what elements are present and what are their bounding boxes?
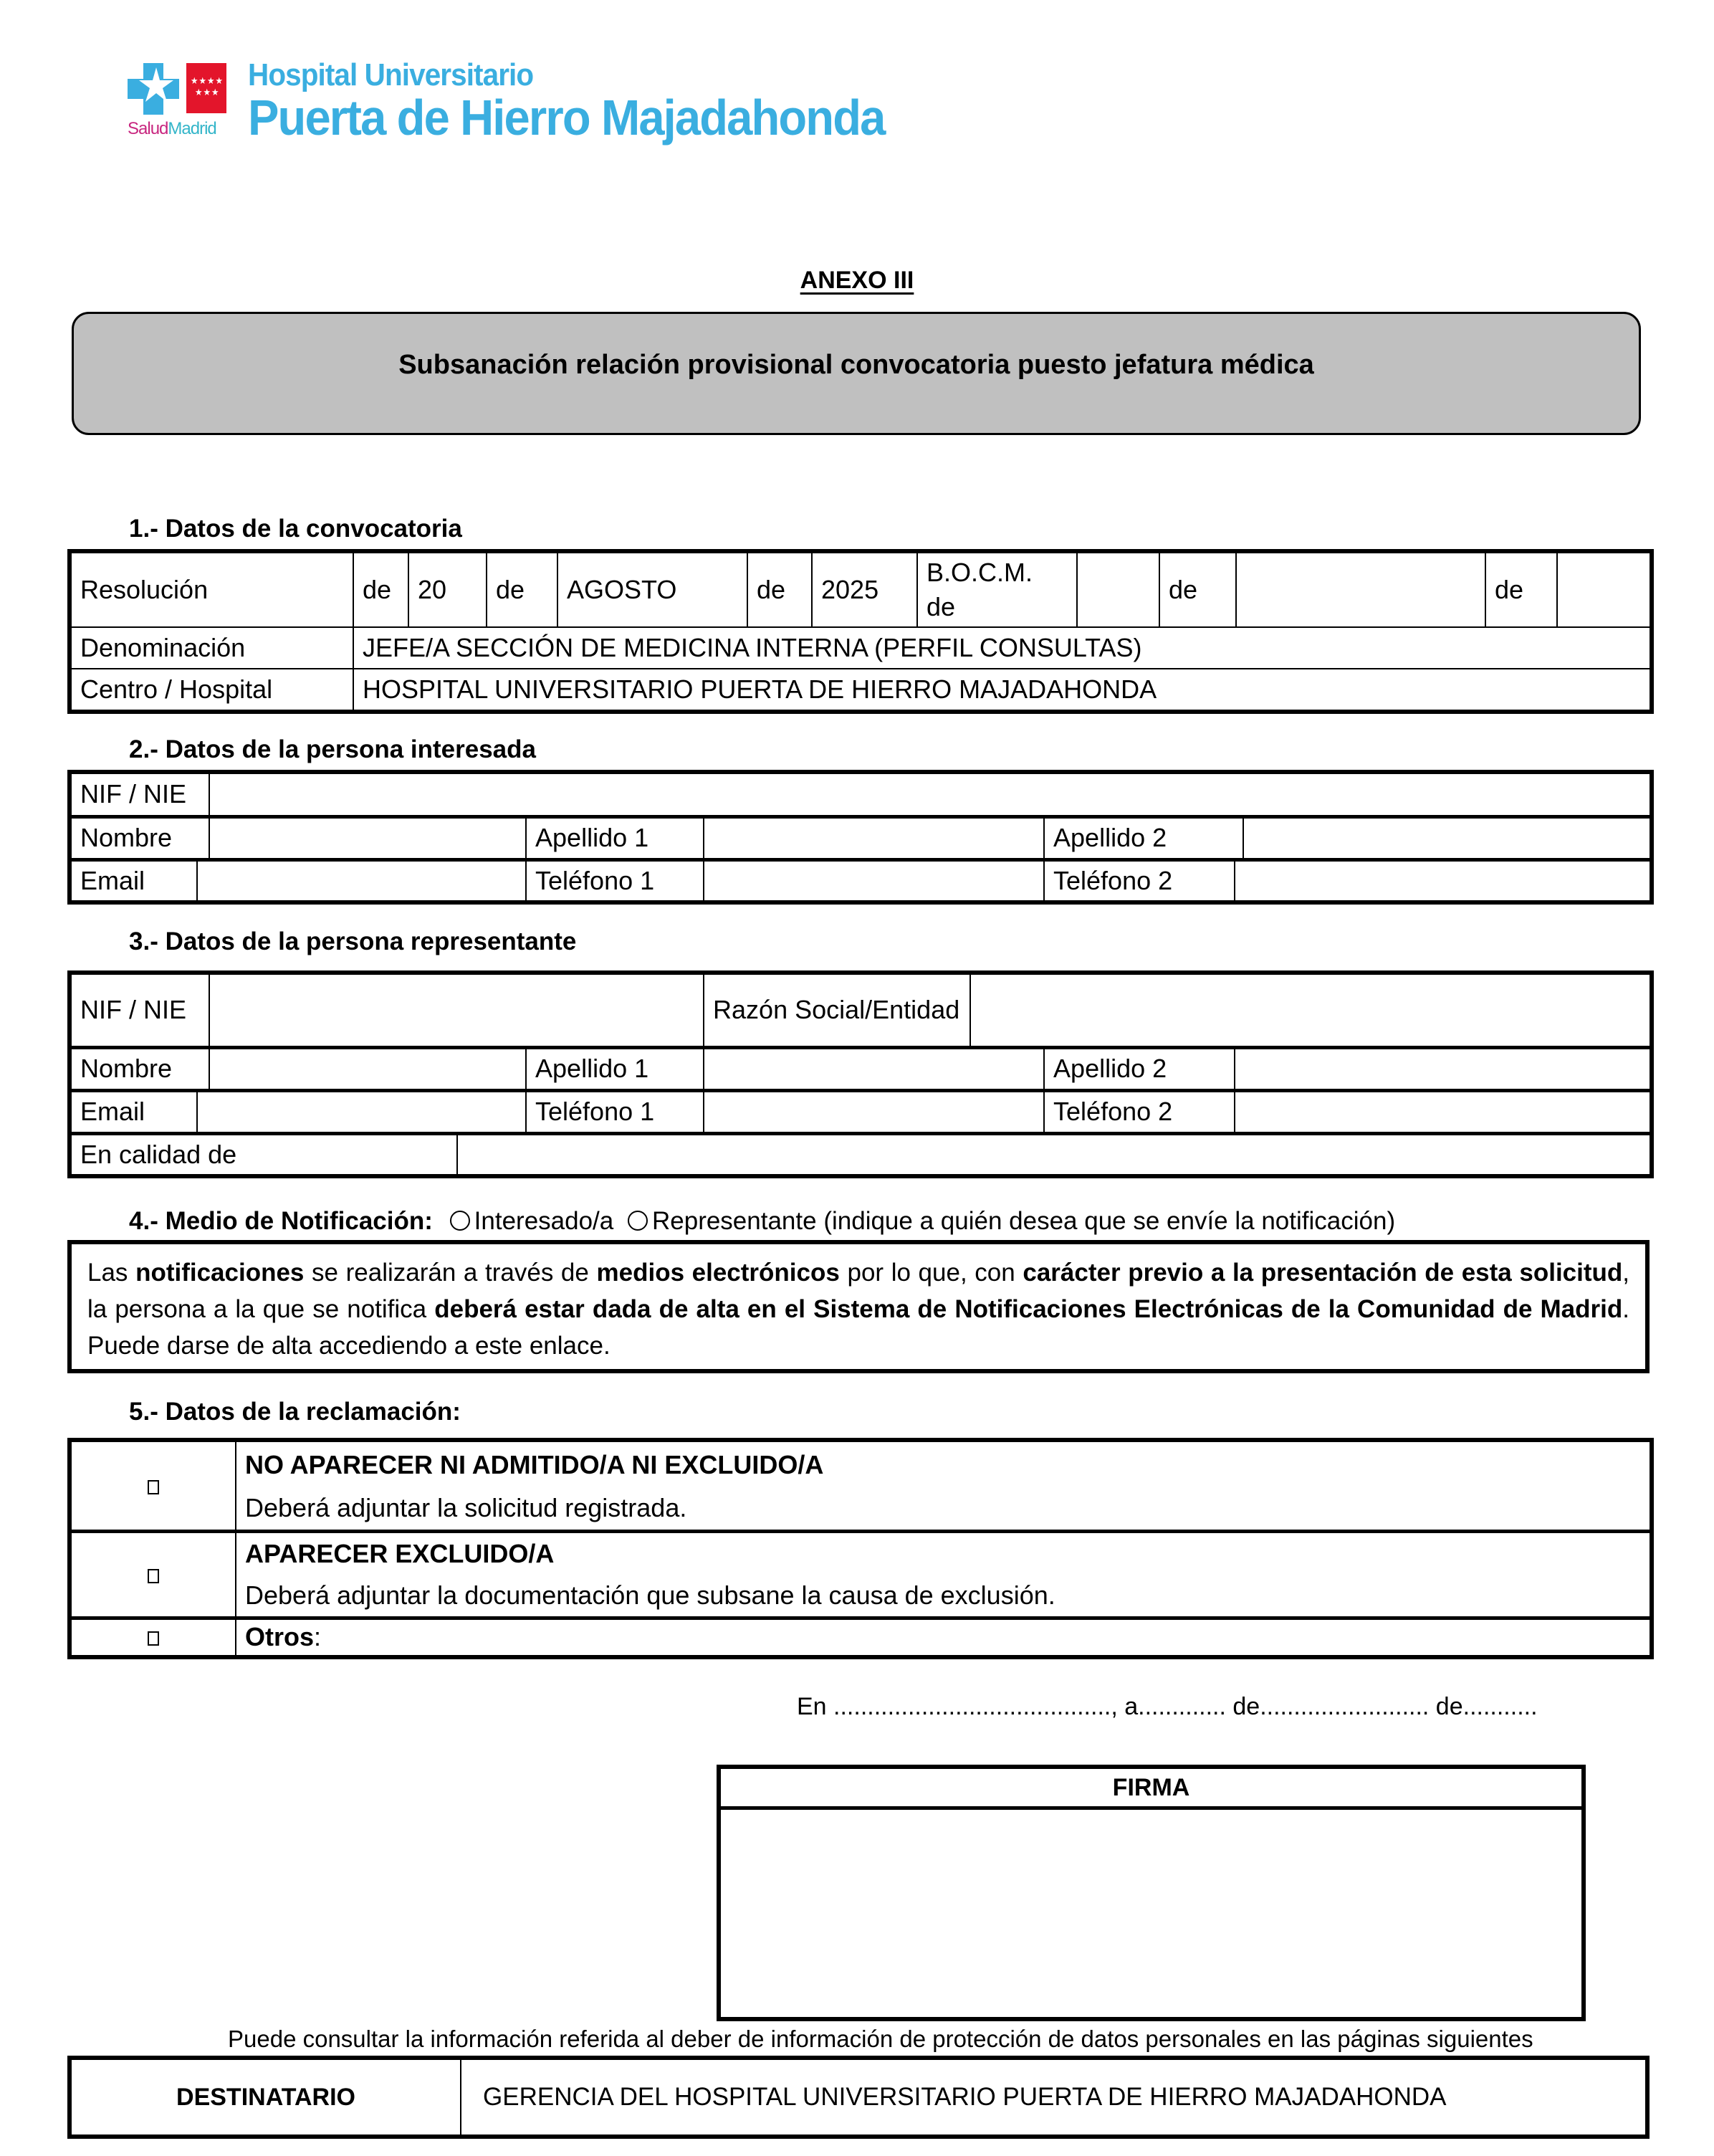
de-label-3: de	[747, 551, 812, 627]
reclamacion-checkbox-cell[interactable]	[70, 1618, 236, 1657]
form-title: Subsanación relación provisional convocatoria puesto jefatura médica	[398, 350, 1314, 380]
representante-table	[67, 970, 1654, 1178]
form-title-box	[72, 312, 1641, 435]
resolucion-year[interactable]: 2025	[812, 551, 917, 627]
radio-representante-icon[interactable]	[628, 1211, 648, 1231]
apellido2-label: Apellido 2	[1044, 816, 1243, 859]
checkbox-no-aparecer[interactable]	[148, 1480, 159, 1494]
nif-label: NIF / NIE	[70, 772, 209, 816]
radio-interesado-icon[interactable]	[450, 1211, 470, 1231]
resolucion-month[interactable]: AGOSTO	[557, 551, 747, 627]
notice-link-text: . Puede darse de alta accediendo a este enlace.	[87, 1295, 1629, 1360]
notify-hint: (indique a quién desea que se envíe la notificación)	[823, 1207, 1396, 1235]
rep-apellido2-label: Apellido 2	[1044, 1047, 1235, 1090]
email-input[interactable]	[206, 868, 517, 896]
calidad-input[interactable]	[466, 1142, 1641, 1170]
section2-heading: 2.- Datos de la persona interesada	[129, 735, 536, 763]
denominacion-label: Denominación	[70, 627, 353, 669]
de-label-1: de	[353, 551, 408, 627]
brand-madrid: Madrid	[168, 119, 216, 138]
telefono2-input[interactable]	[1244, 868, 1641, 896]
rep-nif-label: NIF / NIE	[70, 973, 209, 1047]
rep-nif-field[interactable]	[209, 973, 704, 1047]
bocm-year-input[interactable]	[1566, 577, 1641, 605]
reclamacion-option	[236, 1440, 1652, 1532]
interesado-label: Interesado/a	[474, 1207, 614, 1235]
nif-field[interactable]	[209, 772, 1652, 816]
telefono2-label: Teléfono 2	[1044, 859, 1235, 902]
rep-email-input[interactable]	[206, 1099, 517, 1127]
rep-apellido1-input[interactable]	[713, 1056, 1035, 1084]
apellido1-field[interactable]	[704, 816, 1044, 859]
option-detail: Deberá adjuntar la documentación que subsane la causa de exclusión.	[245, 1580, 1055, 1610]
signature-label: FIRMA	[721, 1769, 1581, 1810]
nombre-field[interactable]	[209, 816, 526, 859]
rep-nif-input[interactable]	[219, 997, 694, 1025]
option-suffix: :	[314, 1622, 322, 1652]
de-label-5: de	[1485, 551, 1557, 627]
bocm-day-field[interactable]	[1077, 551, 1159, 627]
reclamacion-checkbox-cell[interactable]	[70, 1440, 236, 1532]
bocm-day-input[interactable]	[1086, 577, 1150, 605]
rep-nombre-label: Nombre	[70, 1047, 209, 1090]
rep-telefono2-label: Teléfono 2	[1044, 1090, 1235, 1133]
notify-option-interesado[interactable]	[440, 1207, 614, 1235]
notice-bold: medios electrónicos	[596, 1259, 840, 1287]
place-date-line[interactable]: En ........................................., a............. de......................... de...........	[797, 1693, 1538, 1720]
bocm-month-field[interactable]	[1236, 551, 1485, 627]
privacy-note: Puede consultar la información referida al deber de información de protección de datos personales en las páginas siguientes	[228, 2026, 1533, 2052]
representante-label: Representante	[651, 1207, 817, 1235]
notice-text: Las	[87, 1259, 136, 1287]
rep-telefono1-input[interactable]	[713, 1099, 1035, 1127]
rep-nombre-field[interactable]	[209, 1047, 526, 1090]
option-title: Otros	[245, 1622, 315, 1652]
annex-label: ANEXO III	[800, 267, 914, 294]
bocm-month-input[interactable]	[1245, 577, 1476, 605]
apellido1-input[interactable]	[713, 825, 1035, 853]
notice-text: se realizarán a través de	[304, 1259, 597, 1287]
email-field[interactable]	[197, 859, 526, 902]
email-label: Email	[70, 859, 197, 902]
reclamacion-checkbox-cell[interactable]	[70, 1532, 236, 1618]
rep-telefono1-label: Teléfono 1	[526, 1090, 704, 1133]
section1-heading: 1.- Datos de la convocatoria	[129, 515, 462, 543]
section5-heading: 5.- Datos de la reclamación:	[129, 1398, 461, 1426]
rep-apellido2-input[interactable]	[1244, 1056, 1641, 1084]
resolucion-day[interactable]: 20	[408, 551, 487, 627]
resolucion-label: Resolución	[70, 551, 353, 627]
annex-heading	[0, 267, 1714, 295]
flag-stars-row2: ★★★	[195, 87, 220, 98]
notice-bold: deberá estar dada de alta en el Sistema de Notificaciones Electrónicas de la Comunidad de Madrid	[434, 1295, 1623, 1323]
apellido2-input[interactable]	[1253, 825, 1641, 853]
bocm-year-field[interactable]	[1557, 551, 1652, 627]
brand-salud: Salud	[128, 119, 168, 138]
recipient-box	[67, 2056, 1650, 2139]
notice-bold: notificaciones	[135, 1259, 305, 1287]
nombre-label: Nombre	[70, 816, 209, 859]
apellido2-field[interactable]	[1243, 816, 1652, 859]
hospital-name-line2: Puerta de Hierro Majadahonda	[248, 90, 885, 146]
rep-apellido1-field[interactable]	[704, 1047, 1044, 1090]
notification-notice	[67, 1240, 1650, 1373]
option-title: APARECER EXCLUIDO/A	[245, 1539, 555, 1568]
rep-telefono1-field[interactable]	[704, 1090, 1044, 1133]
centro-value[interactable]: HOSPITAL UNIVERSITARIO PUERTA DE HIERRO MAJADAHONDA	[353, 669, 1652, 712]
salud-madrid-wordmark	[128, 119, 216, 139]
recipient-value: GERENCIA DEL HOSPITAL UNIVERSITARIO PUERTA DE HIERRO MAJADAHONDA	[483, 2083, 1447, 2111]
telefono1-input[interactable]	[713, 868, 1035, 896]
notify-option-representante[interactable]	[621, 1207, 817, 1235]
section3-heading: 3.- Datos de la persona representante	[129, 927, 577, 955]
option-title: NO APARECER NI ADMITIDO/A NI EXCLUIDO/A	[245, 1450, 824, 1479]
recipient-label: DESTINATARIO	[72, 2060, 461, 2134]
telefono2-field[interactable]	[1235, 859, 1652, 902]
de-label-2: de	[487, 551, 557, 627]
checkbox-excluido[interactable]	[148, 1569, 159, 1583]
razon-social-field[interactable]	[970, 973, 1652, 1047]
notice-text: , la persona a la que se notifica	[87, 1259, 1630, 1323]
rep-apellido1-label: Apellido 1	[526, 1047, 704, 1090]
signature-area[interactable]	[721, 1810, 1581, 2018]
reclamacion-option-otros[interactable]	[236, 1618, 1652, 1657]
interesada-table	[67, 770, 1654, 905]
de-label-4: de	[1159, 551, 1236, 627]
centro-label: Centro / Hospital	[70, 669, 353, 712]
telefono1-label: Teléfono 1	[526, 859, 704, 902]
notice-text: por lo que, con	[839, 1259, 1023, 1287]
razon-social-input[interactable]	[980, 997, 1641, 1025]
checkbox-otros[interactable]	[148, 1631, 159, 1646]
denominacion-value[interactable]: JEFE/A SECCIÓN DE MEDICINA INTERNA (PERFIL CONSULTAS)	[353, 627, 1652, 669]
nif-input[interactable]	[219, 781, 1641, 809]
rep-email-field[interactable]	[197, 1090, 526, 1133]
calidad-label: En calidad de	[70, 1133, 457, 1176]
madrid-flag-icon	[186, 63, 226, 113]
convocatoria-table	[67, 549, 1654, 714]
rep-telefono2-input[interactable]	[1244, 1099, 1641, 1127]
telefono1-field[interactable]	[704, 859, 1044, 902]
calidad-field[interactable]	[457, 1133, 1652, 1176]
apellido1-label: Apellido 1	[526, 816, 704, 859]
section4-title: 4.- Medio de Notificación:	[129, 1207, 433, 1235]
nombre-input[interactable]	[219, 825, 517, 853]
bocm-label: B.O.C.M. de	[917, 551, 1077, 627]
razon-social-label: Razón Social/Entidad	[704, 973, 970, 1047]
flag-stars-row1: ★★★★	[191, 76, 224, 87]
reclamacion-table	[67, 1438, 1654, 1659]
rep-nombre-input[interactable]	[219, 1056, 517, 1084]
section4-heading	[129, 1207, 1395, 1236]
signature-box	[717, 1765, 1586, 2021]
option-detail: Deberá adjuntar la solicitud registrada.	[245, 1493, 687, 1522]
hospital-name-line1: Hospital Universitario	[248, 57, 534, 92]
reclamacion-option	[236, 1532, 1652, 1618]
rep-apellido2-field[interactable]	[1235, 1047, 1652, 1090]
notice-bold: carácter previo a la presentación de esta solicitud	[1023, 1259, 1623, 1287]
rep-telefono2-field[interactable]	[1235, 1090, 1652, 1133]
salud-madrid-cross-icon	[128, 63, 179, 115]
hospital-logo	[128, 57, 987, 151]
rep-email-label: Email	[70, 1090, 197, 1133]
